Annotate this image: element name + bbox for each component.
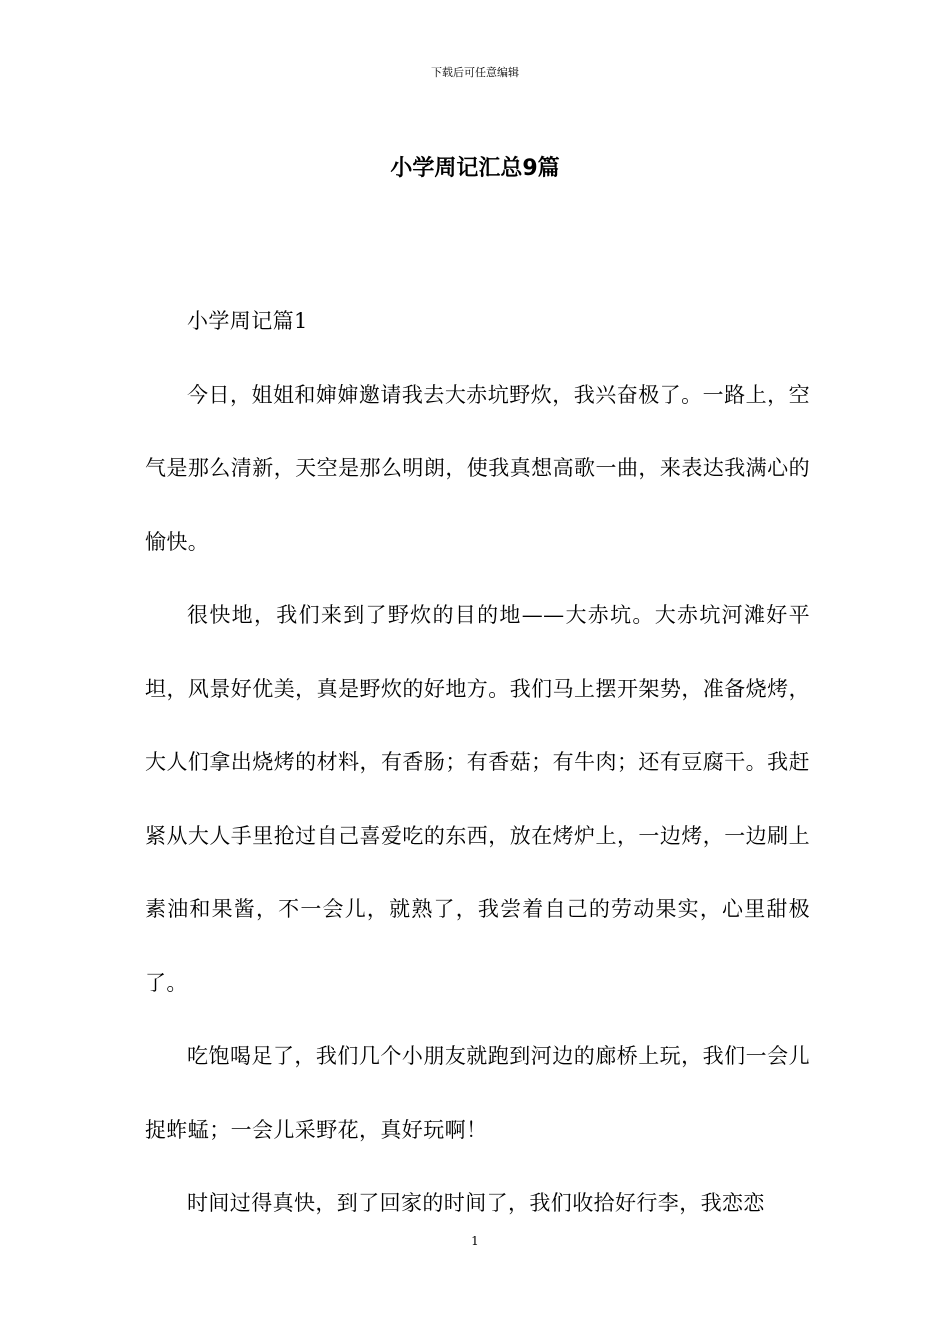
header-note: 下载后可任意编辑: [431, 66, 519, 79]
paragraph-4: 时间过得真快，到了回家的时间了，我们收拾好行李，我恋恋: [187, 1191, 765, 1215]
paragraph-1: 今日，姐姐和婶婶邀请我去大赤坑野炊，我兴奋极了。一路上，空气是那么清新，天空是那么明朗，使我真想高歌一曲，来表达我满心的愉快。: [145, 382, 810, 554]
page-number: 1: [471, 1234, 479, 1248]
document-title: 小学周记汇总9篇: [390, 156, 560, 181]
section-heading: 小学周记篇1: [187, 309, 308, 333]
document-body: [145, 285, 810, 1241]
paragraph-3: 吃饱喝足了，我们几个小朋友就跑到河边的廊桥上玩，我们一会儿捉蚱蜢；一会儿采野花，真好玩啊！: [145, 1044, 810, 1142]
paragraph-2: 很快地，我们来到了野炊的目的地——大赤坑。大赤坑河滩好平坦，风景好优美，真是野炊的好地方。我们马上摆开架势，准备烧烤，大人们拿出烧烤的材料，有香肠；有香菇；有牛肉；还有豆腐干。我赶紧从大人手里抢过自己喜爱吃的东西，放在烤炉上，一边烤，一边刷上素油和果酱，不一会儿，就熟了，我尝着自己的劳动果实，心里甜极了。: [145, 603, 810, 995]
